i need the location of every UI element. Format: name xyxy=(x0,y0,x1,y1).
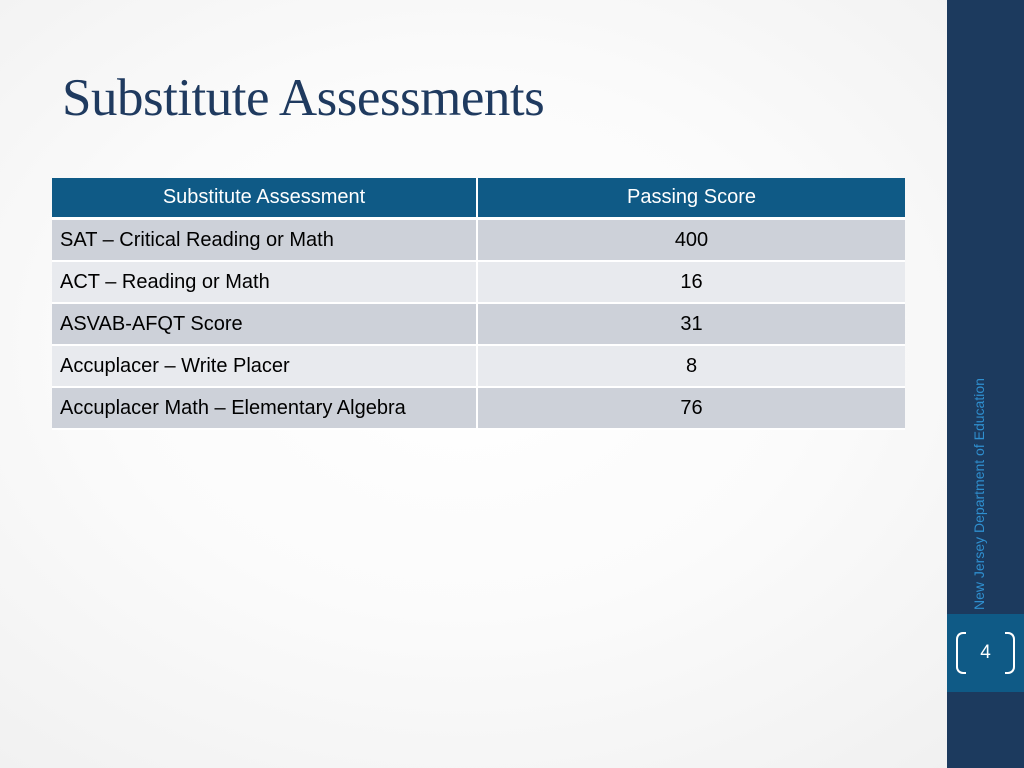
table-row xyxy=(52,387,905,429)
table-row xyxy=(52,261,905,303)
table-row xyxy=(52,303,905,345)
page-number: 4 xyxy=(980,642,991,663)
table-header-row xyxy=(52,178,905,219)
assessment-cell: Accuplacer – Write Placer xyxy=(52,345,477,387)
table-row xyxy=(52,219,905,262)
assessment-cell: Accuplacer Math – Elementary Algebra xyxy=(52,387,477,429)
header-passing-score: Passing Score xyxy=(477,178,905,219)
header-substitute-assessment: Substitute Assessment xyxy=(52,178,477,219)
table-row xyxy=(52,345,905,387)
right-bracket-icon xyxy=(1005,632,1015,674)
score-cell: 76 xyxy=(477,387,905,429)
score-cell: 8 xyxy=(477,345,905,387)
score-cell: 400 xyxy=(477,219,905,262)
score-cell: 31 xyxy=(477,303,905,345)
assessment-cell: SAT – Critical Reading or Math xyxy=(52,219,477,262)
assessment-cell: ACT – Reading or Math xyxy=(52,261,477,303)
assessment-table-container xyxy=(52,178,905,430)
score-cell: 16 xyxy=(477,261,905,303)
assessment-cell: ASVAB-AFQT Score xyxy=(52,303,477,345)
slide-title: Substitute Assessments xyxy=(62,69,545,127)
organization-label: New Jersey Department of Education xyxy=(971,378,987,610)
assessment-table xyxy=(52,178,905,430)
page-number-box xyxy=(947,614,1024,692)
